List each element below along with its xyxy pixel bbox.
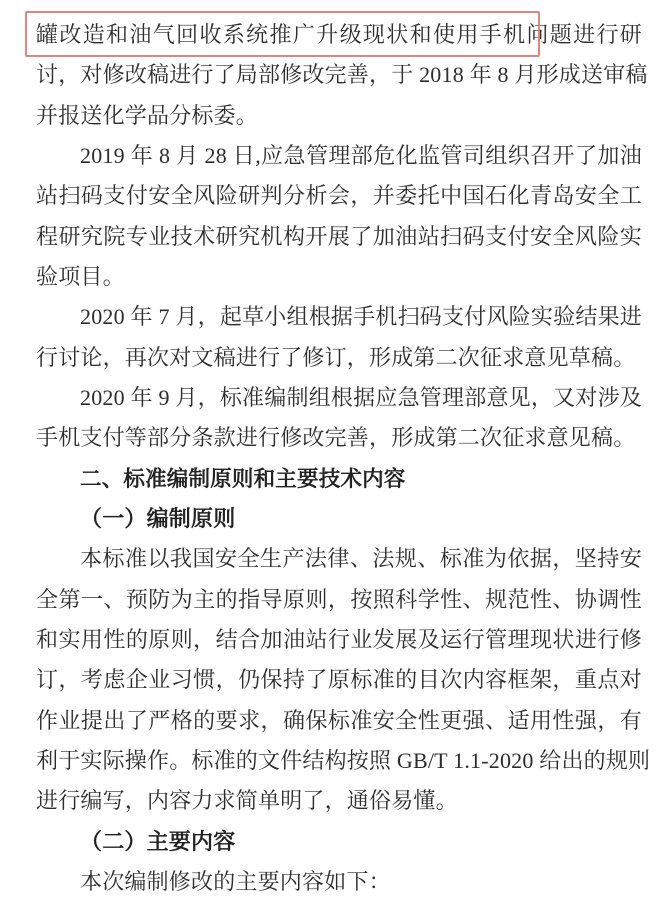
text-line: 罐改造和油气回收系统推广升级现状和使用手机问题进行研: [36, 22, 642, 47]
document-lines: [36, 15, 651, 902]
text-line: 2020 年 7 月，起草小组根据手机扫码支付风险实验结果进: [80, 304, 642, 330]
text-line: 站扫码支付安全风险研判分析会，并委托中国石化青岛安全工: [36, 183, 642, 209]
text-line: 2019 年 8 月 28 日,应急管理部危化监管司组织召开了加油: [80, 142, 642, 168]
text-line: 手机支付等部分条款进行修改完善，形成第二次征求意见稿。: [36, 425, 636, 451]
text-line: 2020 年 9 月，标准编制组根据应急管理部意见，又对涉及: [80, 384, 642, 410]
section-heading: （一）编制原则: [80, 505, 236, 531]
text-line: 本次编制修改的主要内容如下：: [80, 868, 391, 894]
text-line: 验项目。: [36, 263, 125, 289]
text-line: 程研究院专业技术研究机构开展了加油站扫码支付安全风险实: [36, 223, 642, 249]
text-line: 讨，对修改稿进行了局部修改完善，于 2018 年 8 月形成送审稿: [36, 62, 648, 88]
text-line: 本标准以我国安全生产法律、法规、标准为依据，坚持安: [80, 546, 642, 572]
text-line: 作业提出了严格的要求，确保标准安全性更强、适用性强，有: [36, 707, 642, 733]
text-line: 利于实际操作。标准的文件结构按照 GB/T 1.1-2020 给出的规则: [36, 747, 651, 773]
text-line: 进行编写，内容力求简单明了，通俗易懂。: [36, 788, 458, 814]
text-line: 全第一、预防为主的指导原则，按照科学性、规范性、协调性: [36, 586, 642, 612]
section-heading: 二、标准编制原则和主要技术内容: [80, 466, 406, 491]
section-heading: （二）主要内容: [80, 828, 236, 854]
text-line: 订，考虑企业习惯，仍保持了原标准的目次内容框架，重点对: [36, 667, 642, 693]
text-line: 和实用性的原则，结合加油站行业发展及运行管理现状进行修: [36, 626, 642, 652]
text-line: 并报送化学品分标委。: [36, 102, 259, 128]
text-line: 行讨论，再次对文稿进行了修订，形成第二次征求意见草稿。: [36, 344, 636, 370]
